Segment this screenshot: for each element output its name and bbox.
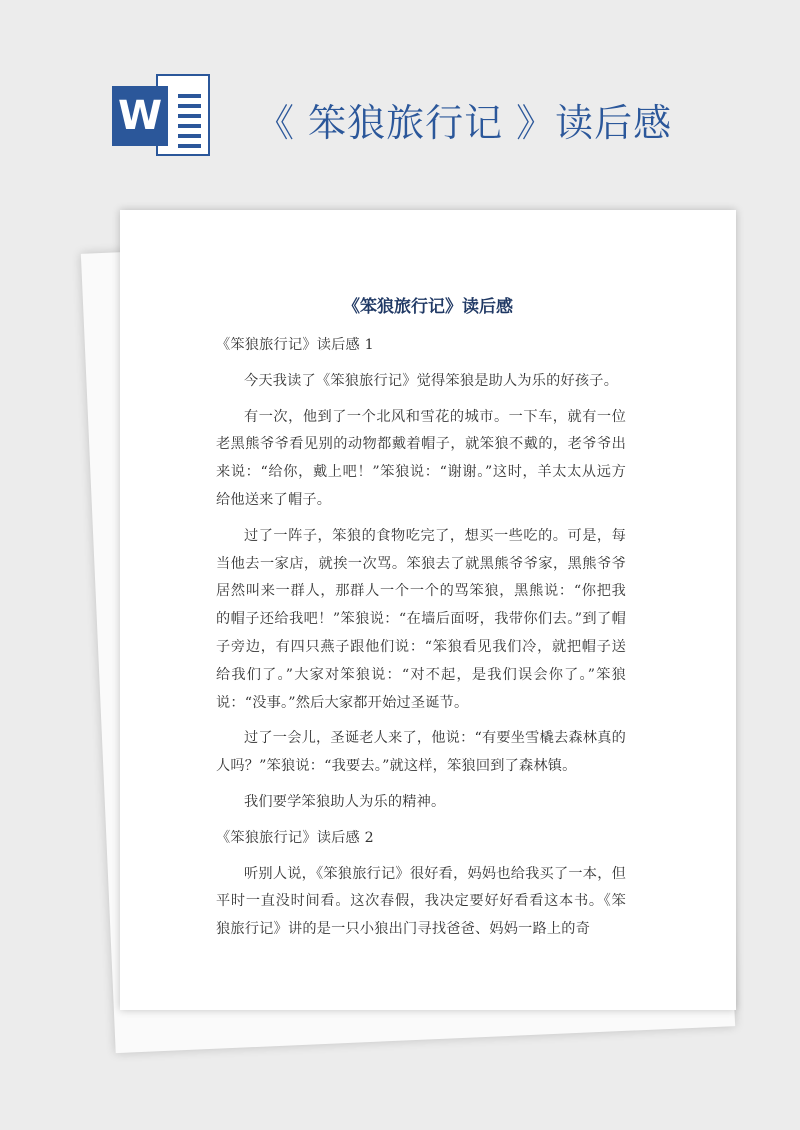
- paragraph: 过了一阵子，笨狼的食物吃完了，想买一些吃的。可是，每当他去一家店，就挨一次骂。笨狼去了就黑熊爷爷家，黑熊爷爷居然叫来一群人，那群人一个一个的骂笨狼，黑熊说：“你把我的帽子还给我吧！”笨狼说：“在墙后面呀，我带你们去。”到了帽子旁边，有四只燕子跟他们说：“笨狼看见我们冷，就把帽子送给我们了。”大家对笨狼说：“对不起，是我们误会你了。”笨狼说：“没事。”然后大家都开始过圣诞节。: [216, 527, 626, 711]
- paragraph: 过了一会儿，圣诞老人来了，他说：“有要坐雪橇去森林真的人吗？”笨狼说：“我要去。”就这样，笨狼回到了森林镇。: [216, 730, 626, 775]
- paragraph: 有一次，他到了一个北风和雪花的城市。一下车，就有一位老黑熊爷爷看见别的动物都戴着帽子，就笨狼不戴的，老爷爷出来说：“给你，戴上吧！”笨狼说：“谢谢。”这时，羊太太从远方给他送来了帽子。: [216, 408, 626, 508]
- header-banner: [0, 0, 800, 200]
- paragraph: 我们要学笨狼助人为乐的精神。: [244, 793, 446, 810]
- document-title: 《笨狼旅行记》读后感: [343, 297, 513, 317]
- header-title: 《 笨狼旅行记 》读后感: [256, 101, 673, 145]
- document-page: [120, 210, 736, 1010]
- document-body: [216, 332, 626, 952]
- word-w-letter: W: [112, 86, 168, 146]
- word-logo-icon: [112, 70, 212, 160]
- paragraph: 听别人说，《笨狼旅行记》很好看，妈妈也给我买了一本，但平时一直没时间看。这次春假，我决定要好好看看这本书。《笨狼旅行记》讲的是一只小狼出门寻找爸爸、妈妈一路上的奇: [216, 865, 626, 938]
- section-heading: 《笨狼旅行记》读后感 1: [216, 337, 374, 353]
- paragraph: 今天我读了《笨狼旅行记》觉得笨狼是助人为乐的好孩子。: [244, 372, 619, 389]
- section-heading: 《笨狼旅行记》读后感 2: [216, 829, 374, 846]
